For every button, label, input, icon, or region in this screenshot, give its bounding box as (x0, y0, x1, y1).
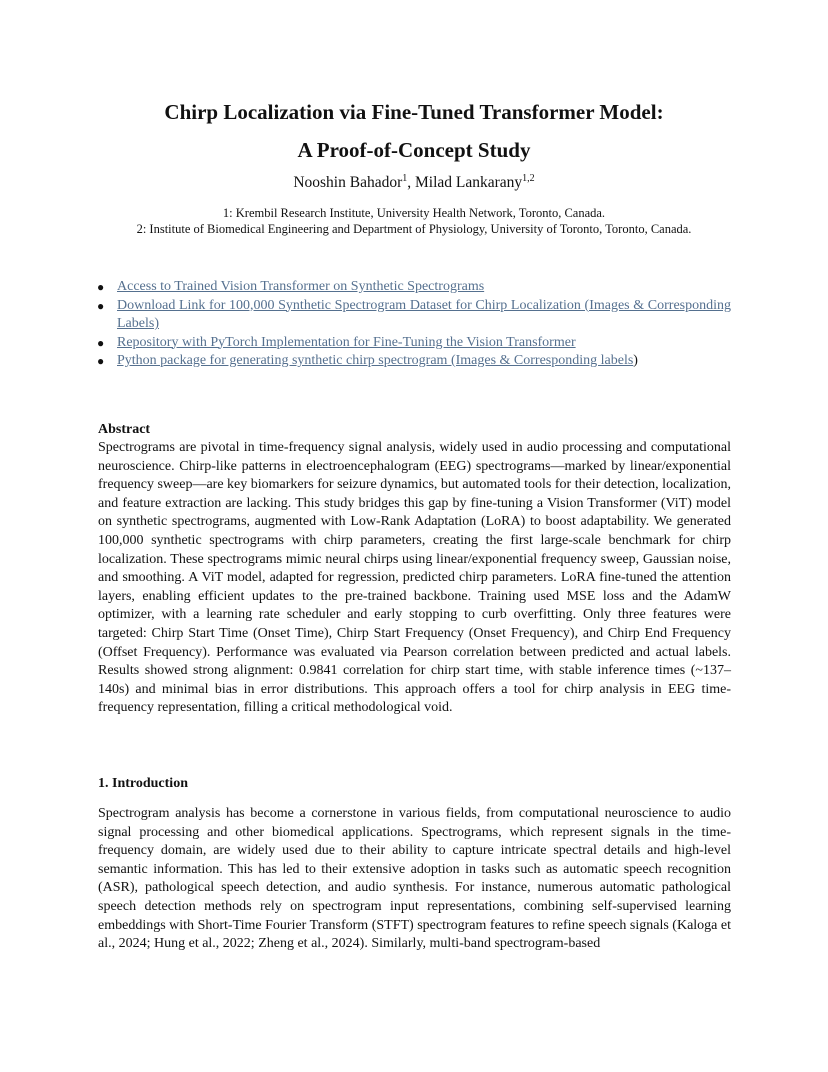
paper-title-line-1: Chirp Localization via Fine-Tuned Transformer Model: (164, 100, 664, 124)
author-name: Milad Lankarany (415, 174, 523, 191)
link-suffix: ) (633, 353, 638, 368)
resource-link-item (97, 278, 731, 297)
author-list (0, 173, 828, 193)
author-name: Nooshin Bahador (293, 174, 403, 191)
resource-link-item (97, 334, 731, 353)
dataset-download-link[interactable]: Download Link for 100,000 Synthetic Spectrogram Dataset for Chirp Localization (Images & Corresponding Labels) (117, 297, 731, 331)
affiliation-2: 2: Institute of Biomedical Engineering and Department of Physiology, University of Toronto, Toronto, Canada. (136, 222, 692, 236)
abstract-text: Spectrograms are pivotal in time-frequency signal analysis, widely used in audio processing and computational neuroscience. Chirp-like patterns in electroencephalogram (EEG) spectrograms—marked by linear/exponential frequency sweep—are key biomarkers for seizure dynamics, but automated tools for their detection, localization, and feature extraction are lacking. This study bridges this gap by fine-tuning a Vision Transformer (ViT) model on synthetic spectrograms, augmented with Low-Rank Adaptation (LoRA) to boost adaptability. We generated 100,000 synthetic spectrograms with chirp parameters, creating the first large-scale benchmark for chirp localization. These spectrograms mimic neural chirps using linear/exponential frequency sweep, Gaussian noise, and smoothing. A ViT model, adapted for regression, predicted chirp parameters. LoRA fine-tuned the attention layers, enabling efficient updates to the pre-trained backbone. Training used MSE loss and the AdamW optimizer, with a learning rate scheduler and early stopping to curb overfitting. Only three features were targeted: Chirp Start Time (Onset Time), Chirp Start Frequency (Onset Frequency), and Chirp End Frequency (Offset Frequency). Performance was evaluated via Pearson correlation between predicted and actual labels. Results showed strong alignment: 0.9841 correlation for chirp start time, with stable inference times (~137–140s) and minimal bias in error distributions. This approach offers a tool for chirp analysis in EEG time-frequency representation, filling a critical methodological void. (98, 440, 731, 716)
bullet-icon: ● (97, 280, 105, 294)
introduction-heading: 1. Introduction (98, 776, 188, 791)
introduction-text: Spectrogram analysis has become a cornerstone in various fields, from computational neuroscience to audio signal processing and other biomedical applications. Spectrograms, which represent signals in the time-frequency domain, are widely used due to their ability to capture intricate spectral details and high-level semantic information. This has led to their extensive adoption in tasks such as automatic speech recognition (ASR), pathological speech detection, and audio synthesis. For instance, numerous automatic pathological speech detection methods rely on spectrogram input representations, combining self-supervised learning embeddings with Short-Time Fourier Transform (STFT) spectrogram features to refine speech signals (Kaloga et al., 2024; Hung et al., 2022; Zheng et al., 2024). Similarly, multi-band spectrogram-based (98, 806, 731, 952)
paper-title-line-2: A Proof-of-Concept Study (297, 138, 531, 162)
resource-link-item (97, 297, 731, 334)
python-package-link[interactable]: Python package for generating synthetic chirp spectrogram (Images & Corresponding labels (117, 353, 634, 368)
trained-model-link[interactable]: Access to Trained Vision Transformer on Synthetic Spectrograms (117, 279, 485, 294)
author-separator: , (407, 174, 415, 191)
resource-link-item (97, 352, 731, 371)
author-affiliation-mark: 1,2 (522, 172, 535, 184)
author-affiliation-mark: 1 (402, 172, 408, 184)
repository-link[interactable]: Repository with PyTorch Implementation for Fine-Tuning the Vision Transformer (117, 334, 576, 350)
bullet-icon: ● (97, 354, 105, 368)
bullet-icon: ● (97, 298, 105, 313)
resource-links-list (97, 278, 731, 371)
abstract-heading: Abstract (98, 422, 151, 437)
bullet-icon: ● (97, 335, 105, 350)
affiliation-1: 1: Krembil Research Institute, University Health Network, Toronto, Canada. (222, 206, 606, 220)
